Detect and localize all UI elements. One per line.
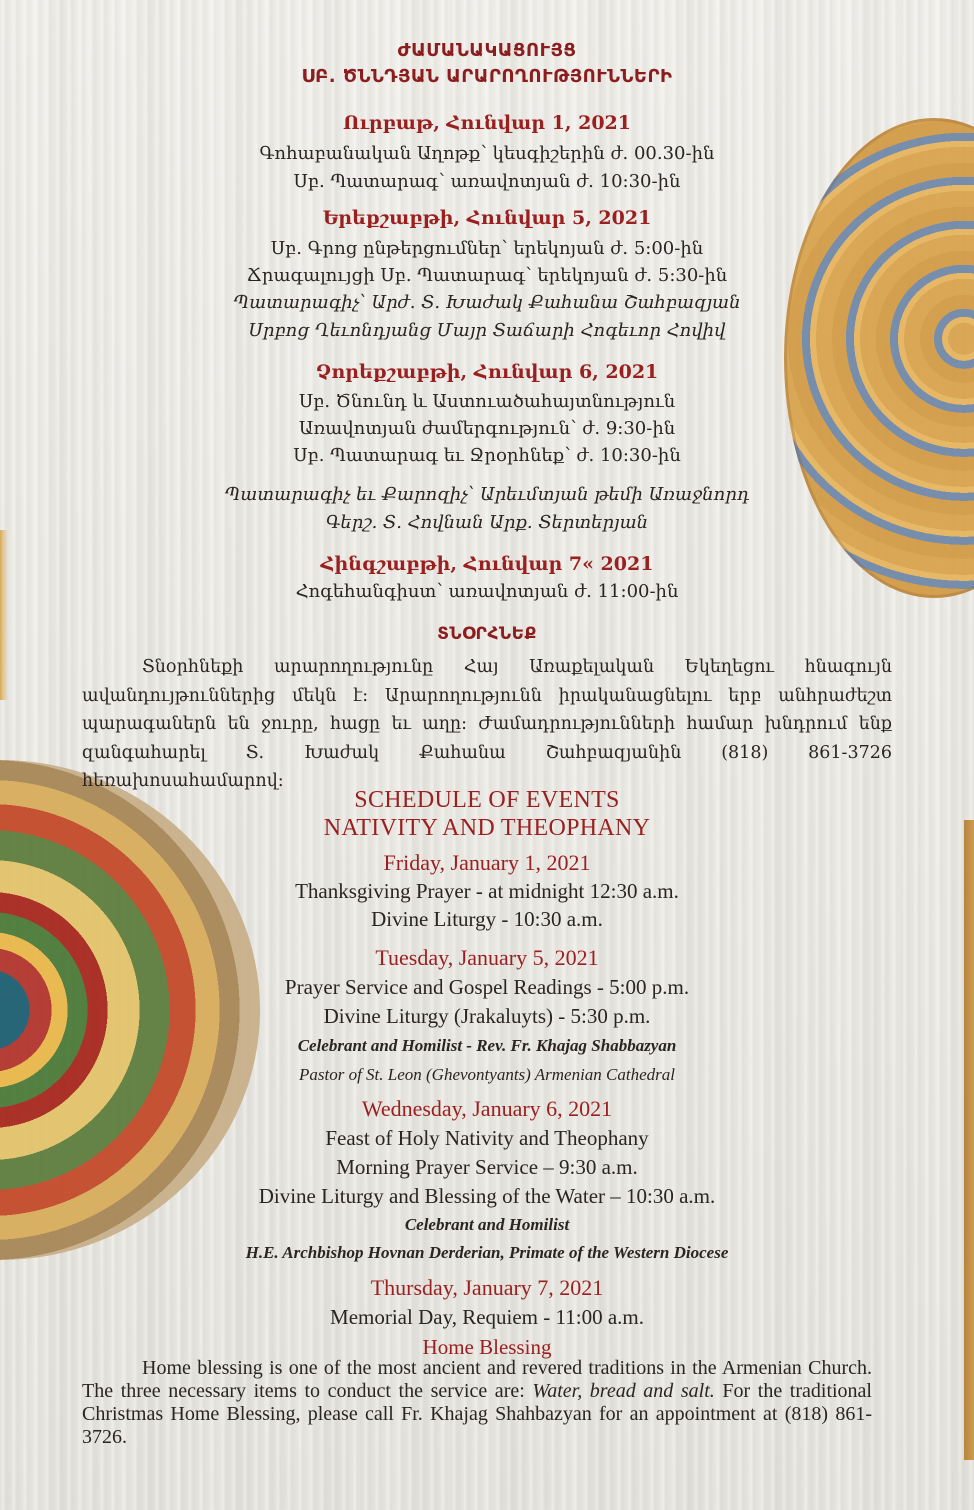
english-day-heading: Thursday, January 7, 2021 xyxy=(370,1275,604,1300)
armenian-schedule-line: Սբ. Գրոց ընթերցումներ՝ երեկոյան ժ. 5:00-ին xyxy=(270,238,704,259)
armenian-blessing-text: Տնօրհնեքի արարողությունը Հայ Առաքելական Եկեղեցու հնագույն ավանդույթուններից մեկն է: Արարողությունն իրականացնելու երբ անհրաժեշտ պարագաներն են ջուրը, հացը եւ աղը: Ժամադրությունների համար խնդրում ենք զանգահարել Տ. Խաժակ Քահանա Շահբազյանին (818) 861-3726 հեռախոսահամարով: xyxy=(82,657,892,791)
english-schedule-line: Feast of Holy Nativity and Theophany xyxy=(325,1126,649,1150)
english-blessing-text xyxy=(82,1357,872,1449)
blessing-items: Water, bread and salt. xyxy=(532,1380,715,1402)
english-schedule-line: Thanksgiving Prayer - at midnight 12:30 a.m. xyxy=(295,879,679,903)
english-schedule-line: Memorial Day, Requiem - 11:00 a.m. xyxy=(330,1305,644,1329)
english-celebrant-line: Celebrant and Homilist - Rev. Fr. Khajag Shabbazyan xyxy=(297,1036,677,1055)
armenian-title-line1: ԺԱՄԱՆԱԿԱՑՈՒՅՑ xyxy=(397,40,577,61)
english-title-line2: NATIVITY AND THEOPHANY xyxy=(323,815,651,841)
english-blessing-title: Home Blessing xyxy=(422,1335,552,1359)
english-pastor-line: Pastor of St. Leon (Ghevontyants) Armenian Cathedral xyxy=(298,1065,676,1084)
armenian-schedule-line: Գոհաբանական Աղոթք՝ կեսգիշերին ժ. 00.30-ին xyxy=(259,143,715,164)
armenian-celebrant-line: Սրբոց Ղեւոնդյանց Մայր Տաճարի Հոգեւոր Հովիվ xyxy=(248,320,726,341)
english-schedule-line: Divine Liturgy and Blessing of the Water – 10:30 a.m. xyxy=(258,1184,716,1208)
armenian-title-line2: ՍԲ. ԾՆՆԴՅԱՆ ԱՐԱՐՈՂՈՒԹՅՈՒՆՆԵՐԻ xyxy=(301,66,673,87)
english-celebrant-line: H.E. Archbishop Hovnan Derderian, Primate of the Western Diocese xyxy=(245,1243,729,1262)
armenian-day-heading: Երեքշաբթի, Հունվար 5, 2021 xyxy=(322,207,652,229)
english-schedule-line: Divine Liturgy (Jrakaluyts) - 5:30 p.m. xyxy=(323,1004,651,1028)
english-title-line1: SCHEDULE OF EVENTS xyxy=(354,787,620,813)
armenian-day-heading: Չորեքշաբթի, Հունվար 6, 2021 xyxy=(315,361,659,383)
english-day-heading: Tuesday, January 5, 2021 xyxy=(375,945,599,970)
armenian-celebrant-line: Գերշ. Տ. Հովնան Արք. Տերտերյան xyxy=(325,512,649,533)
blessing-text-part: For the traditional Christmas Home Blessing, please call Fr. Khajag Shahbazyan for an appointment at (818) 861-3726. xyxy=(82,1380,872,1448)
armenian-schedule-line: Սբ. Պատարագ եւ Ջրօրհնեք՝ ժ. 10:30-ին xyxy=(293,445,681,466)
armenian-day-heading: Ուրբաթ, Հունվար 1, 2021 xyxy=(343,112,631,134)
armenian-day-heading: Հինգշաբթի, Հունվար 7« 2021 xyxy=(320,553,654,575)
armenian-schedule-line: Սբ. Ծնունդ և Աստուածահայտնություն xyxy=(298,391,676,412)
english-day-heading: Friday, January 1, 2021 xyxy=(383,850,591,875)
blessing-text-part: Home blessing is one of the most ancient and revered traditions in the Armenian Church. The three necessary items to conduct the service are: xyxy=(82,1357,872,1402)
english-day-heading: Wednesday, January 6, 2021 xyxy=(361,1096,613,1121)
english-schedule-line: Morning Prayer Service – 9:30 a.m. xyxy=(336,1155,638,1179)
armenian-schedule-line: Առավոտյան ժամերգություն՝ ժ. 9:30-ին xyxy=(298,418,676,439)
armenian-schedule-line: Սբ. Պատարագ՝ առավոտյան ժ. 10:30-ին xyxy=(293,171,681,192)
armenian-schedule-line: Հոգեհանգիստ՝ առավոտյան ժ. 11:00-ին xyxy=(295,581,679,602)
english-schedule-line: Prayer Service and Gospel Readings - 5:00 p.m. xyxy=(284,975,690,999)
armenian-celebrant-line: Պատարագիչ՝ Արժ. Տ. Խաժակ Քահանա Շահբազյան xyxy=(233,292,741,313)
armenian-blessing-title: ՏՆՕՐՀՆԵՔ xyxy=(437,624,537,644)
english-celebrant-line: Celebrant and Homilist xyxy=(404,1215,570,1234)
armenian-celebrant-line: Պատարագիչ եւ Քարոզիչ՝ Արեւմտյան թեմի Առաջնորդ xyxy=(224,484,750,505)
armenian-schedule-line: Ճրագալույցի Սբ. Պատարագ՝ երեկոյան ժ. 5:30-ին xyxy=(246,265,728,286)
english-schedule-line: Divine Liturgy - 10:30 a.m. xyxy=(371,907,603,931)
